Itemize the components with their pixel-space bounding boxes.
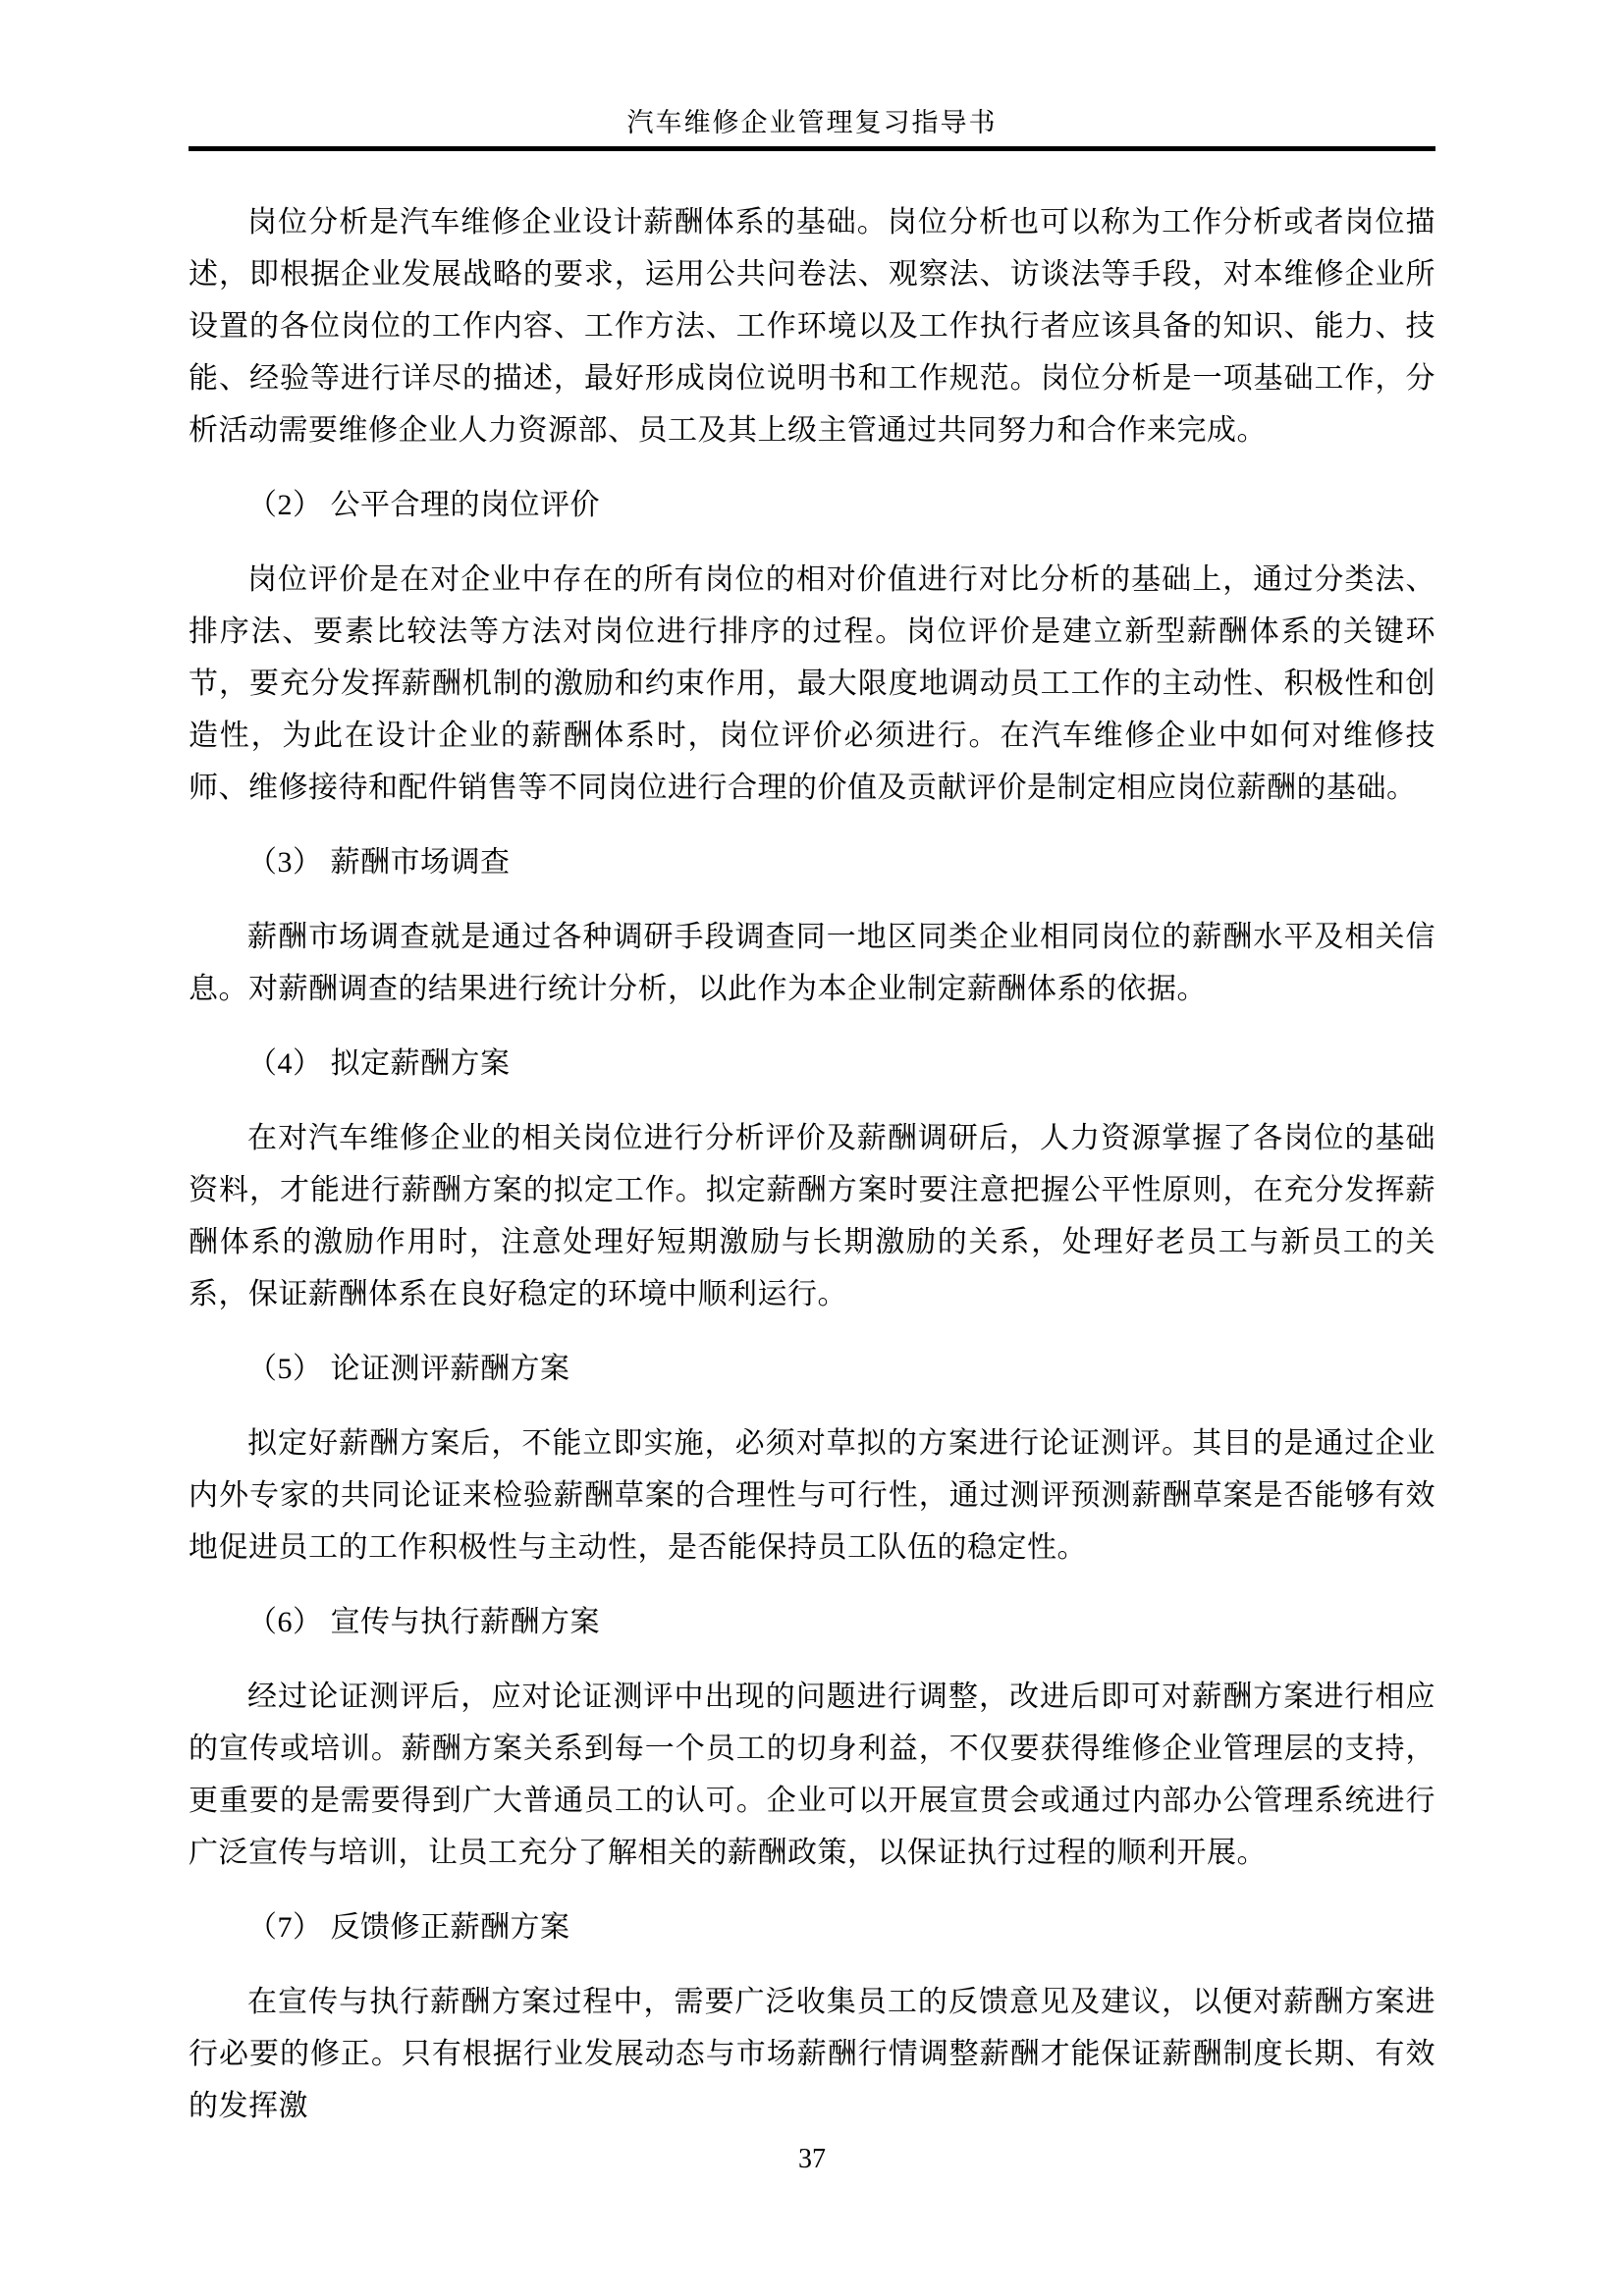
page-number: 37: [798, 2144, 826, 2174]
page-header: [0, 0, 1624, 139]
document-body: [0, 151, 1624, 2177]
section-heading-7: （7） 反馈修正薪酬方案: [247, 1911, 570, 1944]
intro-paragraph: 岗位分析是汽车维修企业设计薪酬体系的基础。岗位分析也可以称为工作分析或者岗位描述，即根据企业发展战略的要求，运用公共问卷法、观察法、访谈法等手段，对本维修企业所设置的各位岗位的工作内容、工作方法、工作环境以及工作执行者应该具备的知识、能力、技能、经验等进行详尽的描述，最好形成岗位说明书和工作规范。岗位分析是一项基础工作，分析活动需要维修企业人力资源部、员工及其上级主管通过共同努力和合作来完成。: [189, 206, 1435, 447]
section-heading-3: （3） 薪酬市场调查: [247, 846, 511, 879]
running-header-title: 汽车维修企业管理复习指导书: [626, 108, 998, 137]
section-paragraph-7: 在宣传与执行薪酬方案过程中，需要广泛收集员工的反馈意见及建议，以便对薪酬方案进行必要的修正。只有根据行业发展动态与市场薪酬行情调整薪酬才能保证薪酬制度长期、有效的发挥激: [189, 1986, 1435, 2122]
section-heading-6: （6） 宣传与执行薪酬方案: [247, 1606, 600, 1638]
section-heading-4: （4） 拟定薪酬方案: [247, 1047, 511, 1080]
section-heading-2: （2） 公平合理的岗位评价: [247, 489, 600, 521]
section-paragraph-3: 薪酬市场调查就是通过各种调研手段调查同一地区同类企业相同岗位的薪酬水平及相关信息。对薪酬调查的结果进行统计分析，以此作为本企业制定薪酬体系的依据。: [189, 921, 1435, 1005]
section-paragraph-2: 岗位评价是在对企业中存在的所有岗位的相对价值进行对比分析的基础上，通过分类法、排序法、要素比较法等方法对岗位进行排序的过程。岗位评价是建立新型薪酬体系的关键环节，要充分发挥薪酬机制的激励和约束作用，最大限度地调动员工工作的主动性、积极性和创造性，为此在设计企业的薪酬体系时，岗位评价必须进行。在汽车维修企业中如何对维修技师、维修接待和配件销售等不同岗位进行合理的价值及贡献评价是制定相应岗位薪酬的基础。: [189, 563, 1435, 804]
section-paragraph-5: 拟定好薪酬方案后，不能立即实施，必须对草拟的方案进行论证测评。其目的是通过企业内外专家的共同论证来检验薪酬草案的合理性与可行性，通过测评预测薪酬草案是否能够有效地促进员工的工作积极性与主动性，是否能保持员工队伍的稳定性。: [189, 1427, 1435, 1564]
section-paragraph-4: 在对汽车维修企业的相关岗位进行分析评价及薪酬调研后，人力资源掌握了各岗位的基础资料，才能进行薪酬方案的拟定工作。拟定薪酬方案时要注意把握公平性原则，在充分发挥薪酬体系的激励作用时，注意处理好短期激励与长期激励的关系，处理好老员工与新员工的关系，保证薪酬体系在良好稳定的环境中顺利运行。: [189, 1122, 1435, 1310]
section-paragraph-6: 经过论证测评后，应对论证测评中出现的问题进行调整，改进后即可对薪酬方案进行相应的宣传或培训。薪酬方案关系到每一个员工的切身利益，不仅要获得维修企业管理层的支持，更重要的是需要得到广大普通员工的认可。企业可以开展宣贯会或通过内部办公管理系统进行广泛宣传与培训，让员工充分了解相关的薪酬政策，以保证执行过程的顺利开展。: [189, 1681, 1435, 1869]
section-heading-5: （5） 论证测评薪酬方案: [247, 1353, 570, 1385]
